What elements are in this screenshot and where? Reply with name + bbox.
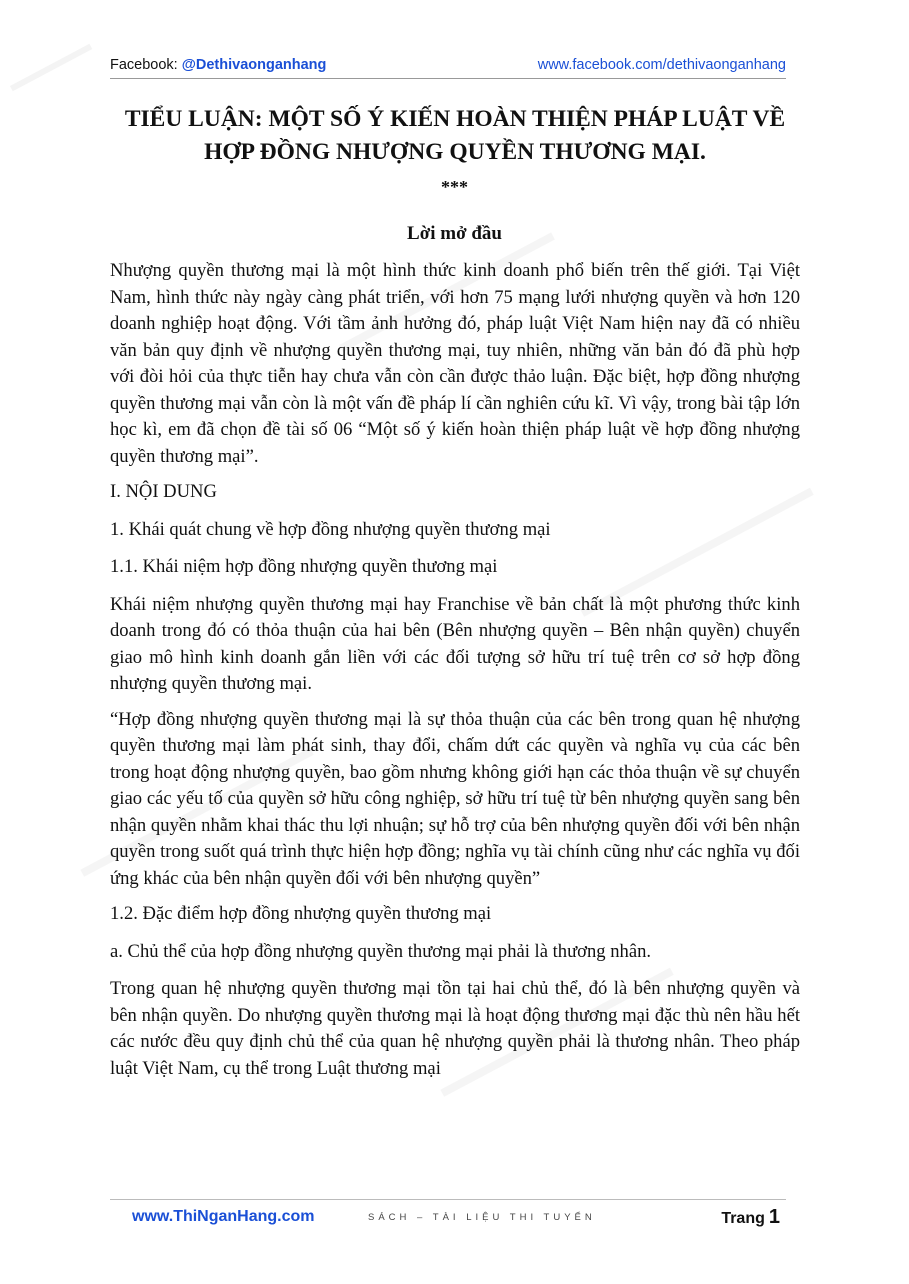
section-heading: I. NỘI DUNG [110, 481, 217, 502]
section-heading: 1.2. Đặc điểm hợp đồng nhượng quyền thương mại [110, 903, 492, 924]
footer-site-link[interactable]: www.ThiNganHang.com [132, 1208, 315, 1225]
facebook-url-link[interactable]: www.facebook.com/dethivaonganhang [537, 57, 786, 73]
section-heading: a. Chủ thể của hợp đồng nhượng quyền thương mại phải là thương nhân. [110, 940, 652, 962]
facebook-credit [110, 57, 326, 73]
footer-slogan: SÁCH – TÀI LIỆU THI TUYỂN [368, 1212, 596, 1223]
document-title: TIỂU LUẬN: MỘT SỐ Ý KIẾN HOÀN THIỆN PHÁP LUẬT VỀ HỢP ĐỒNG NHƯỢNG QUYỀN THƯƠNG MẠI. [124, 106, 786, 165]
page-number: 1 [768, 1206, 780, 1228]
page-indicator [721, 1206, 780, 1229]
document-body [110, 258, 800, 1091]
body-paragraph: Nhượng quyền thương mại là một hình thức kinh doanh phổ biến trên thế giới. Tại Việt Nam, hình thức này ngày càng phát triển, với hơn 75 mạng lưới nhượng quyền và hơn 120 doanh nghiệp hoạt động. Với tầm ảnh hưởng đó, pháp luật Việt Nam hiện nay đã có nhiều văn bản quy định về nhượng quyền thương mại, tuy nhiên, những văn bản đó đã phù hợp với đòi hỏi của thực tiễn hay chưa vẫn còn cần được thảo luận. Đặc biệt, hợp đồng nhượng quyền thương mại vẫn còn là một vấn đề pháp lí cần nghiên cứu kĩ. Vì vậy, trong bài tập lớn học kì, em đã chọn đề tài số 06 “Một số ý kiến hoàn thiện pháp luật về hợp đồng nhượng quyền thương mại”. [110, 260, 800, 467]
intro-heading: Lời mở đầu [407, 223, 502, 244]
title-separator: *** [441, 177, 468, 197]
page-label: Trang [721, 1210, 765, 1227]
watermark [0, 21, 92, 92]
page-header [110, 56, 786, 79]
page-footer [110, 1199, 786, 1230]
section-heading: 1. Khái quát chung về hợp đồng nhượng quyền thương mại [110, 518, 551, 540]
body-paragraph: Khái niệm nhượng quyền thương mại hay Franchise về bản chất là một phương thức kinh doanh trong đó có thỏa thuận của hai bên (Bên nhượng quyền – Bên nhận quyền) chuyển giao mô hình kinh doanh gắn liền với các đối tượng sở hữu trí tuệ trên cơ sở hợp đồng nhượng quyền thương mại. [110, 593, 800, 694]
section-heading: 1.1. Khái niệm hợp đồng nhượng quyền thương mại [110, 556, 498, 577]
facebook-label: Facebook: [110, 57, 182, 73]
body-paragraph: Trong quan hệ nhượng quyền thương mại tồn tại hai chủ thể, đó là bên nhượng quyền và bên nhận quyền. Do nhượng quyền thương mại là hoạt động thương mại đặc thù nên hầu hết các nước đều quy định chủ thể của quan hệ nhượng quyền phải là thương nhân. Theo pháp luật Việt Nam, cụ thể trong Luật thương mại [110, 978, 800, 1079]
facebook-handle-link[interactable]: @Dethivaonganhang [181, 57, 327, 73]
body-paragraph: “Hợp đồng nhượng quyền thương mại là sự thỏa thuận của các bên trong quan hệ nhượng quyền thương mại làm phát sinh, thay đổi, chấm dứt các quyền và nghĩa vụ của các bên trong hoạt động nhượng quyền, bao gồm nhưng không giới hạn các thỏa thuận về sự chuyển giao các yếu tố của quyền sở hữu công nghiệp, sở hữu trí tuệ từ bên nhượng quyền sang bên nhận quyền nhằm khai thác thu lợi nhuận; sự hỗ trợ của bên nhượng quyền đối với bên nhận quyền trong suốt quá trình thực hiện hợp đồng; nghĩa vụ tài chính cũng như các nghĩa vụ đối ứng khác của bên nhận quyền đối với bên nhượng quyền” [110, 708, 800, 889]
